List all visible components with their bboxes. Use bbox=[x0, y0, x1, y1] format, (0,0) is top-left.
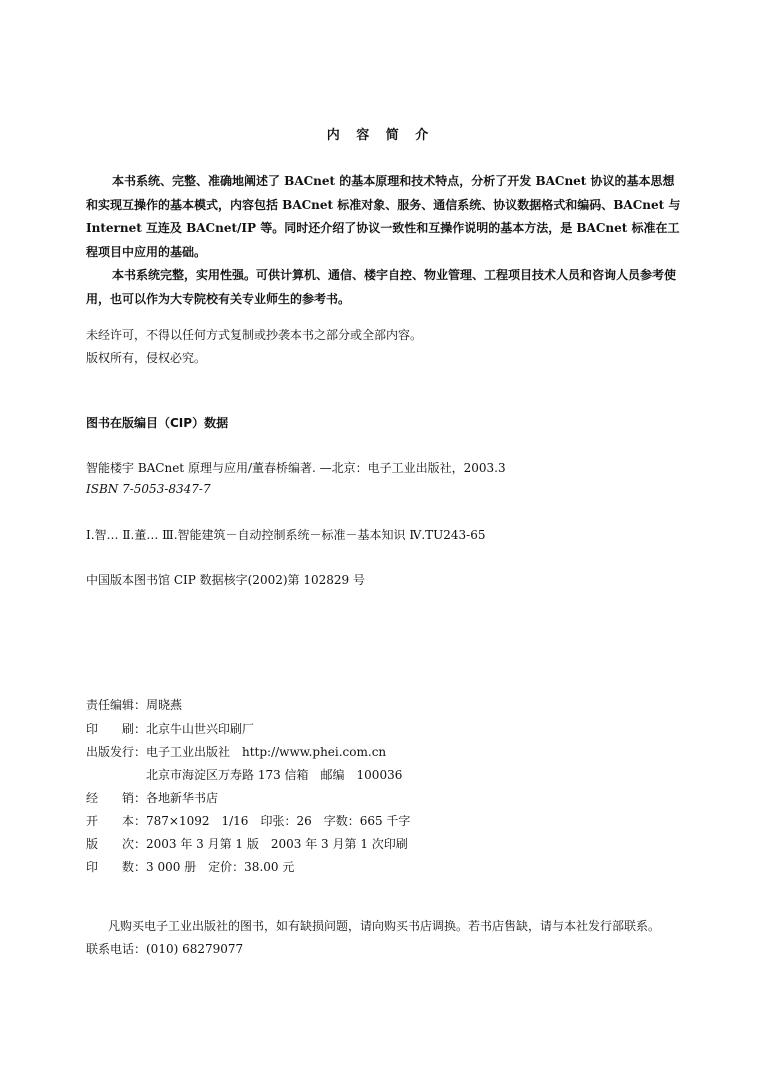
editor-value: 周晓燕 bbox=[146, 698, 183, 712]
cip-subjects: Ⅰ.智… Ⅱ.董… Ⅲ.智能建筑－自动控制系统－标准－基本知识 Ⅳ.TU243-65 bbox=[86, 528, 486, 542]
format-label: 开 本： bbox=[86, 814, 147, 828]
printer-value: 北京牛山世兴印刷厂 bbox=[146, 722, 255, 736]
summary-paragraph-2: 本书系统完整，实用性强。可供计算机、通信、楼宇自控、物业管理、工程项目技术人员和咨询人员参考使用，也可以作为大专院校有关专业师生的参考书。 bbox=[86, 268, 677, 306]
publisher-value: 电子工业出版社 http://www.phei.com.cn bbox=[146, 745, 387, 759]
editor-label: 责任编辑： bbox=[86, 698, 147, 712]
edition-row bbox=[86, 835, 408, 852]
printer-row bbox=[86, 720, 254, 737]
copies-label: 印 数： bbox=[86, 860, 147, 874]
distributor-value: 各地新华书店 bbox=[146, 791, 219, 805]
cip-record-number: 中国版本图书馆 CIP 数据核字(2002)第 102829 号 bbox=[86, 573, 365, 587]
distributor-row bbox=[86, 789, 218, 806]
distributor-label: 经 销： bbox=[86, 791, 147, 805]
summary-paragraph-1: 本书系统、完整、准确地阐述了 BACnet 的基本原理和技术特点，分析了开发 BACnet 协议的基本思想和实现互操作的基本模式，内容包括 BACnet 标准对象、服务、通信系统、协议数据格式和编码、BACnet 与 Internet 互连及 BACnet/IP 等。同时还介绍了协议一致性和互操作说明的基本方法，是 BACnet 标准在工程项目中应用的基础。 bbox=[86, 174, 681, 259]
rights-reserved: 版权所有，侵权必究。 bbox=[86, 351, 207, 365]
copyright-notice: 未经许可，不得以任何方式复制或抄袭本书之部分或全部内容。 bbox=[86, 328, 423, 342]
contact-phone: 联系电话：(010) 68279077 bbox=[86, 942, 244, 956]
purchase-notice: 凡购买电子工业出版社的图书，如有缺损问题，请向购买书店调换。若书店售缺，请与本社发行部联系。 bbox=[108, 919, 661, 933]
summary-title: 内 容 简 介 bbox=[326, 128, 435, 143]
format-value: 787×1092 1/16 印张：26 字数：665 千字 bbox=[146, 814, 411, 828]
copies-row bbox=[86, 858, 294, 875]
printer-label: 印 刷： bbox=[86, 722, 147, 736]
publisher-row bbox=[86, 743, 386, 760]
isbn: ISBN 7-5053-8347-7 bbox=[86, 482, 211, 496]
cip-entry: 智能楼宇 BACnet 原理与应用/董春桥编著. —北京：电子工业出版社，2003.3 bbox=[86, 461, 506, 475]
format-row bbox=[86, 812, 410, 829]
copies-value: 3 000 册 定价：38.00 元 bbox=[146, 860, 295, 874]
cip-heading: 图书在版编目（CIP）数据 bbox=[86, 416, 229, 430]
publisher-label: 出版发行： bbox=[86, 745, 147, 759]
edition-label: 版 次： bbox=[86, 837, 147, 851]
editor-row bbox=[86, 696, 182, 713]
edition-value: 2003 年 3 月第 1 版 2003 年 3 月第 1 次印刷 bbox=[146, 837, 408, 851]
publisher-address: 北京市海淀区万寿路 173 信箱 邮编 100036 bbox=[146, 768, 403, 782]
